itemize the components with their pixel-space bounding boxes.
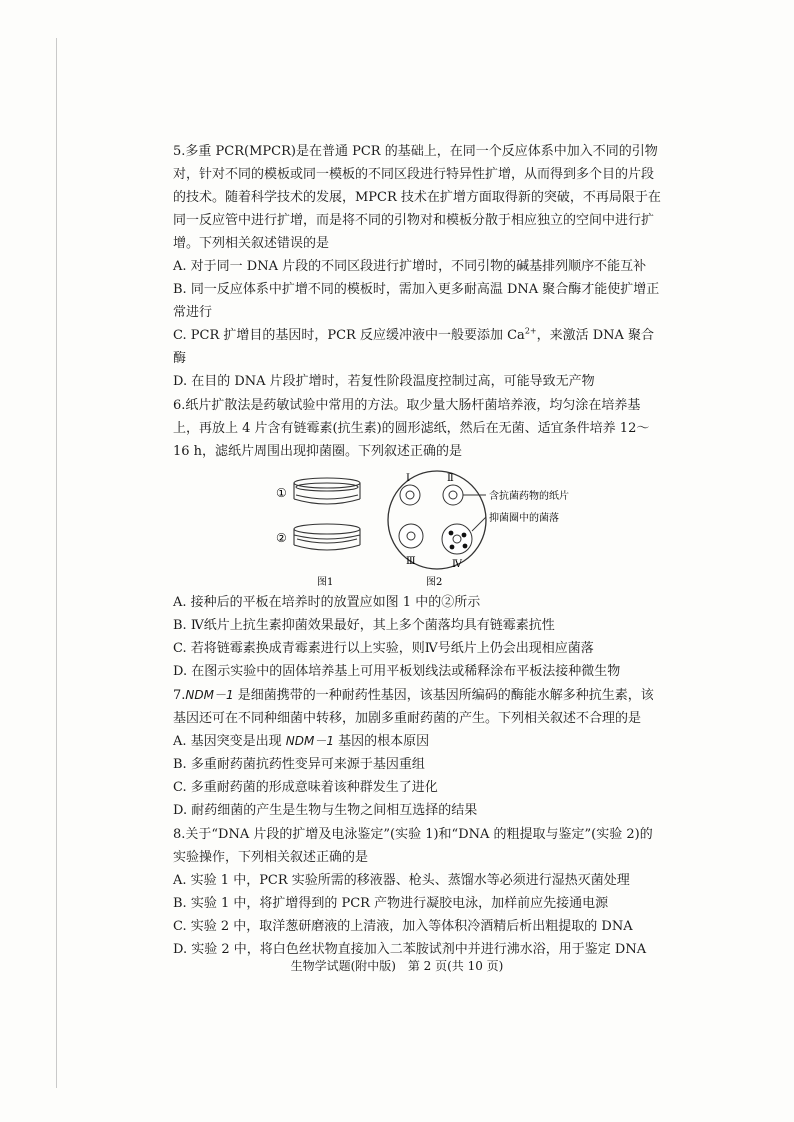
question-5 (173, 140, 665, 393)
question-6-stem: 6.纸片扩散法是药敏试验中常用的方法。取少量大肠杆菌培养液，均匀涂在培养基上，再放上 4 片含有链霉素(抗生素)的圆形滤纸，然后在无菌、适宜条件培养 12～16 h，滤纸片周围出现抑菌圈。下列叙述正确的是 (173, 398, 650, 459)
colony-dot (449, 531, 454, 536)
question-7-option-c: C. 多重耐药菌的形成意味着该种群发生了进化 (173, 780, 438, 795)
calcium-charge: 2+ (524, 326, 537, 336)
question-6-figure (173, 469, 665, 587)
question-6-option-c: C. 若将链霉素换成青霉素进行以上实验，则Ⅳ号纸片上仍会出现相应菌落 (173, 641, 594, 656)
question-6-option-b: B. Ⅳ纸片上抗生素抑菌效果最好，其上多个菌落均具有链霉素抗性 (173, 618, 555, 633)
option-a-text-end: 基因的根本原因 (334, 734, 430, 749)
question-5-stem: 5.多重 PCR(MPCR)是在普通 PCR 的基础上，在同一个反应体系中加入不同的引物对，针对不同的模板或同一模板的不同区段进行特异性扩增，从而得到多个目的片段的技术。随着科学技术的发展，MPCR 技术在扩增方面取得新的突破，不再局限于在同一反应管中进行扩增，而是将不同的引物对和模板分散于相应独立的空间中进行扩增。下列相关叙述错误的是 (173, 144, 661, 251)
question-7-stem-text: 是细菌携带的一种耐药性基因，该基因所编码的酶能水解多种抗生素，该基因还可在不同种细菌中转移，加剧多重耐药菌的产生。下列相关叙述不合理的是 (173, 688, 654, 726)
disk-label-4: Ⅳ (452, 559, 462, 570)
colony-dot (463, 544, 468, 549)
gene-name: NDM－1 (285, 734, 335, 748)
question-7-option-b: B. 多重耐药菌抗药性变异可来源于基因重组 (173, 757, 425, 772)
question-6-option-a: A. 接种后的平板在培养时的放置应如图 1 中的②所示 (173, 595, 481, 610)
paper-disk-1 (400, 485, 420, 505)
question-8-option-d: D. 实验 2 中，将白色丝状物直接加入二苯胺试剂中并进行沸水浴，用于鉴定 DNA (173, 942, 647, 957)
question-5-option-b: B. 同一反应体系中扩增不同的模板时，需加入更多耐高温 DNA 聚合酶才能使扩增正常进行 (173, 282, 660, 320)
question-8-option-a: A. 实验 1 中，PCR 实验所需的移液器、枪头、蒸馏水等必须进行湿热灭菌处理 (173, 873, 630, 888)
question-6-option-d: D. 在图示实验中的固体培养基上可用平板划线法或稀释涂布平板法接种微生物 (173, 664, 621, 679)
page-footer (0, 957, 794, 974)
question-8-option-b: B. 实验 1 中，将扩增得到的 PCR 产物进行凝胶电泳，加样前应先接通电源 (173, 896, 609, 911)
question-5-option-c (173, 324, 665, 370)
footer-page-number: 第 2 页(共 10 页) (407, 959, 504, 973)
petri-dish-figure (173, 469, 665, 587)
question-7-option-a (173, 730, 665, 753)
option-a-text: A. 基因突变是出现 (173, 734, 286, 749)
question-7-number: 7. (173, 688, 186, 703)
disk-label-2: Ⅱ (447, 473, 454, 484)
colony-dot (450, 545, 455, 550)
legend-colony: 抑菌圈中的菌落 (489, 513, 559, 524)
exam-page-body (173, 140, 665, 962)
question-6 (173, 394, 665, 683)
question-8 (173, 823, 665, 961)
paper-disk-2 (443, 485, 463, 505)
paper-disk-4 (442, 524, 472, 554)
binding-margin-line (56, 38, 57, 1088)
option-c-text-end: ，来激活 DNA 聚合酶 (173, 328, 655, 366)
figure1-label-2: ② (276, 531, 287, 545)
question-8-option-c: C. 实验 2 中，取洋葱研磨液的上清液，加入等体积冷酒精后析出粗提取的 DNA (173, 919, 633, 934)
gene-name: NDM－1 (185, 688, 234, 702)
option-c-text: C. PCR 扩增目的基因时，PCR 反应缓冲液中一般要添加 Ca (173, 328, 525, 343)
colony-dot (462, 533, 467, 538)
question-7 (173, 684, 665, 822)
disk-label-1: Ⅰ (406, 473, 410, 484)
figure1-caption: 图1 (317, 577, 334, 587)
disk-label-3: Ⅲ (406, 556, 416, 567)
paper-disk-3 (399, 524, 423, 548)
question-8-stem: 8.关于“DNA 片段的扩增及电泳鉴定”(实验 1)和“DNA 的粗提取与鉴定”(实验 2)的实验操作，下列相关叙述正确的是 (173, 827, 653, 865)
question-7-stem (173, 688, 654, 726)
question-7-option-d: D. 耐药细菌的产生是生物与生物之间相互选择的结果 (173, 803, 478, 818)
figure2-caption: 图2 (426, 577, 443, 587)
petri-dish-1-icon (294, 478, 360, 504)
petri-dish-2-icon (294, 524, 360, 550)
legend-paper-disk: 含抗菌药物的纸片 (489, 491, 569, 502)
question-5-option-a: A. 对于同一 DNA 片段的不同区段进行扩增时，不同引物的碱基排列顺序不能互补 (173, 259, 647, 274)
question-5-option-d: D. 在目的 DNA 片段扩增时，若复性阶段温度控制过高，可能导致无产物 (173, 374, 595, 389)
footer-subject: 生物学试题(附中版) (290, 959, 396, 973)
petri-dish-top-view (388, 471, 486, 570)
figure1-label-1: ① (276, 486, 287, 500)
